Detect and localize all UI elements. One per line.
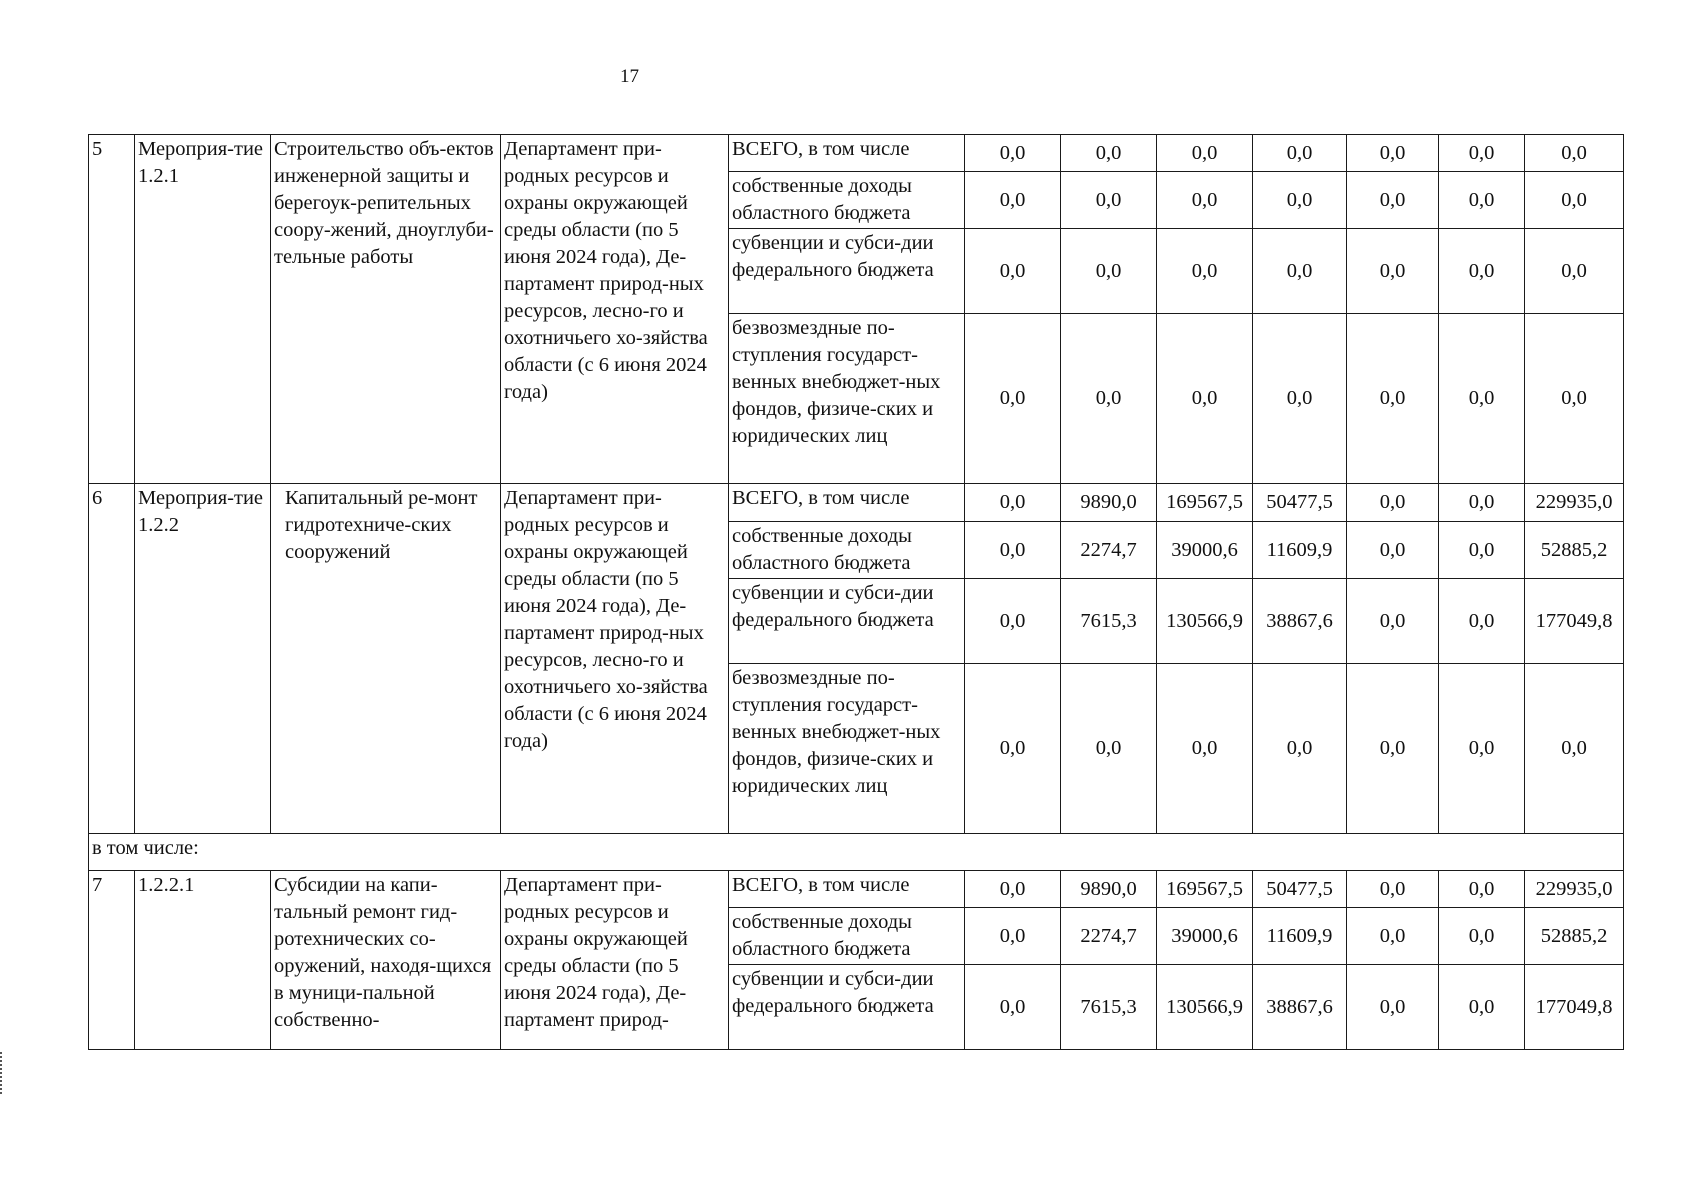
value-cell: 0,0 [1061,664,1157,834]
value-cell: 0,0 [1439,229,1525,314]
source-label: субвенции и субси-дии федерального бюджета [729,965,965,1050]
value-cell: 39000,6 [1157,522,1253,579]
source-label: субвенции и субси-дии федерального бюджета [729,579,965,664]
value-cell: 2274,7 [1061,522,1157,579]
value-cell: 0,0 [1347,135,1439,172]
event-id: Мероприя-тие 1.2.2 [135,484,271,834]
value-cell: 0,0 [1347,522,1439,579]
value-cell: 0,0 [1061,229,1157,314]
table-row [89,834,1624,871]
value-cell: 0,0 [965,664,1061,834]
value-cell: 0,0 [1157,664,1253,834]
value-cell: 0,0 [1347,229,1439,314]
value-cell: 0,0 [1439,965,1525,1050]
value-cell: 0,0 [965,172,1061,229]
value-cell: 0,0 [1157,135,1253,172]
value-cell: 11609,9 [1253,908,1347,965]
value-cell: 0,0 [965,908,1061,965]
value-cell: 0,0 [1253,172,1347,229]
value-cell: 0,0 [1253,314,1347,484]
value-cell: 50477,5 [1253,484,1347,522]
source-label: собственные доходы областного бюджета [729,172,965,229]
value-cell: 0,0 [1253,135,1347,172]
value-cell: 0,0 [965,579,1061,664]
event-name: Субсидии на капи-тальный ремонт гид-ротехнических со-оружений, находя-щихся в муници-пальной собственно- [271,871,501,1050]
value-cell: 0,0 [965,965,1061,1050]
value-cell: 0,0 [965,314,1061,484]
table-row [89,871,1624,908]
value-cell: 0,0 [1439,522,1525,579]
value-cell: 0,0 [1347,579,1439,664]
value-cell: 130566,9 [1157,579,1253,664]
source-label: собственные доходы областного бюджета [729,522,965,579]
value-cell: 169567,5 [1157,484,1253,522]
source-label: безвозмездные по-ступления государст-венных внебюджет-ных фондов, физиче-ских и юридических лиц [729,314,965,484]
value-cell: 38867,6 [1253,965,1347,1050]
scan-margin-mark [0,1052,7,1094]
source-label: субвенции и субси-дии федерального бюджета [729,229,965,314]
subheading: в том числе: [89,834,1624,871]
value-cell: 0,0 [1525,229,1624,314]
page-number: 17 [620,66,639,87]
value-cell: 0,0 [1439,871,1525,908]
value-cell: 0,0 [1061,135,1157,172]
value-cell: 7615,3 [1061,965,1157,1050]
value-cell: 0,0 [1525,172,1624,229]
executor: Департамент при-родных ресурсов и охраны окружающей среды области (по 5 июня 2024 года), Де-партамент природ-ных ресурсов, лесно-го и охотничьего хо-зяйства области (с 6 июня 2024 года) [501,484,729,834]
source-label: ВСЕГО, в том числе [729,871,965,908]
row-number: 5 [89,135,135,484]
value-cell: 0,0 [1439,314,1525,484]
row-number: 7 [89,871,135,1050]
value-cell: 0,0 [965,871,1061,908]
value-cell: 0,0 [1525,135,1624,172]
value-cell: 0,0 [1525,664,1624,834]
value-cell: 9890,0 [1061,484,1157,522]
value-cell: 177049,8 [1525,579,1624,664]
value-cell: 0,0 [1525,314,1624,484]
value-cell: 0,0 [1061,172,1157,229]
value-cell: 7615,3 [1061,579,1157,664]
value-cell: 0,0 [1157,229,1253,314]
value-cell: 177049,8 [1525,965,1624,1050]
source-label: ВСЕГО, в том числе [729,484,965,522]
value-cell: 0,0 [965,135,1061,172]
table-row [89,484,1624,522]
value-cell: 229935,0 [1525,871,1624,908]
value-cell: 52885,2 [1525,522,1624,579]
value-cell: 0,0 [1439,579,1525,664]
executor: Департамент при-родных ресурсов и охраны окружающей среды области (по 5 июня 2024 года), Де-партамент природ- [501,871,729,1050]
value-cell: 0,0 [1439,664,1525,834]
value-cell: 0,0 [1347,664,1439,834]
value-cell: 0,0 [1253,229,1347,314]
event-name: Капитальный ре-монт гидротехниче-ских сооружений [271,484,501,834]
value-cell: 169567,5 [1157,871,1253,908]
value-cell: 0,0 [965,522,1061,579]
value-cell: 0,0 [1347,484,1439,522]
value-cell: 39000,6 [1157,908,1253,965]
value-cell: 0,0 [1439,172,1525,229]
value-cell: 0,0 [1061,314,1157,484]
value-cell: 2274,7 [1061,908,1157,965]
source-label: собственные доходы областного бюджета [729,908,965,965]
value-cell: 0,0 [1253,664,1347,834]
value-cell: 50477,5 [1253,871,1347,908]
value-cell: 0,0 [1439,135,1525,172]
value-cell: 0,0 [1347,314,1439,484]
source-label: безвозмездные по-ступления государст-венных внебюджет-ных фондов, физиче-ских и юридических лиц [729,664,965,834]
event-id: Мероприя-тие 1.2.1 [135,135,271,484]
value-cell: 0,0 [965,229,1061,314]
value-cell: 9890,0 [1061,871,1157,908]
budget-table [88,134,1624,1050]
executor: Департамент при-родных ресурсов и охраны окружающей среды области (по 5 июня 2024 года), Де-партамент природ-ных ресурсов, лесно-го и охотничьего хо-зяйства области (с 6 июня 2024 года) [501,135,729,484]
value-cell: 229935,0 [1525,484,1624,522]
value-cell: 0,0 [1347,871,1439,908]
event-name: Строительство объ-ектов инженерной защиты и берегоук-репительных соору-жений, дноуглуби-тельные работы [271,135,501,484]
row-number: 6 [89,484,135,834]
value-cell: 0,0 [1347,908,1439,965]
value-cell: 0,0 [965,484,1061,522]
source-label: ВСЕГО, в том числе [729,135,965,172]
event-id: 1.2.2.1 [135,871,271,1050]
value-cell: 0,0 [1157,314,1253,484]
table-row [89,135,1624,172]
value-cell: 38867,6 [1253,579,1347,664]
value-cell: 130566,9 [1157,965,1253,1050]
value-cell: 11609,9 [1253,522,1347,579]
value-cell: 0,0 [1157,172,1253,229]
value-cell: 52885,2 [1525,908,1624,965]
value-cell: 0,0 [1439,484,1525,522]
value-cell: 0,0 [1439,908,1525,965]
value-cell: 0,0 [1347,965,1439,1050]
value-cell: 0,0 [1347,172,1439,229]
